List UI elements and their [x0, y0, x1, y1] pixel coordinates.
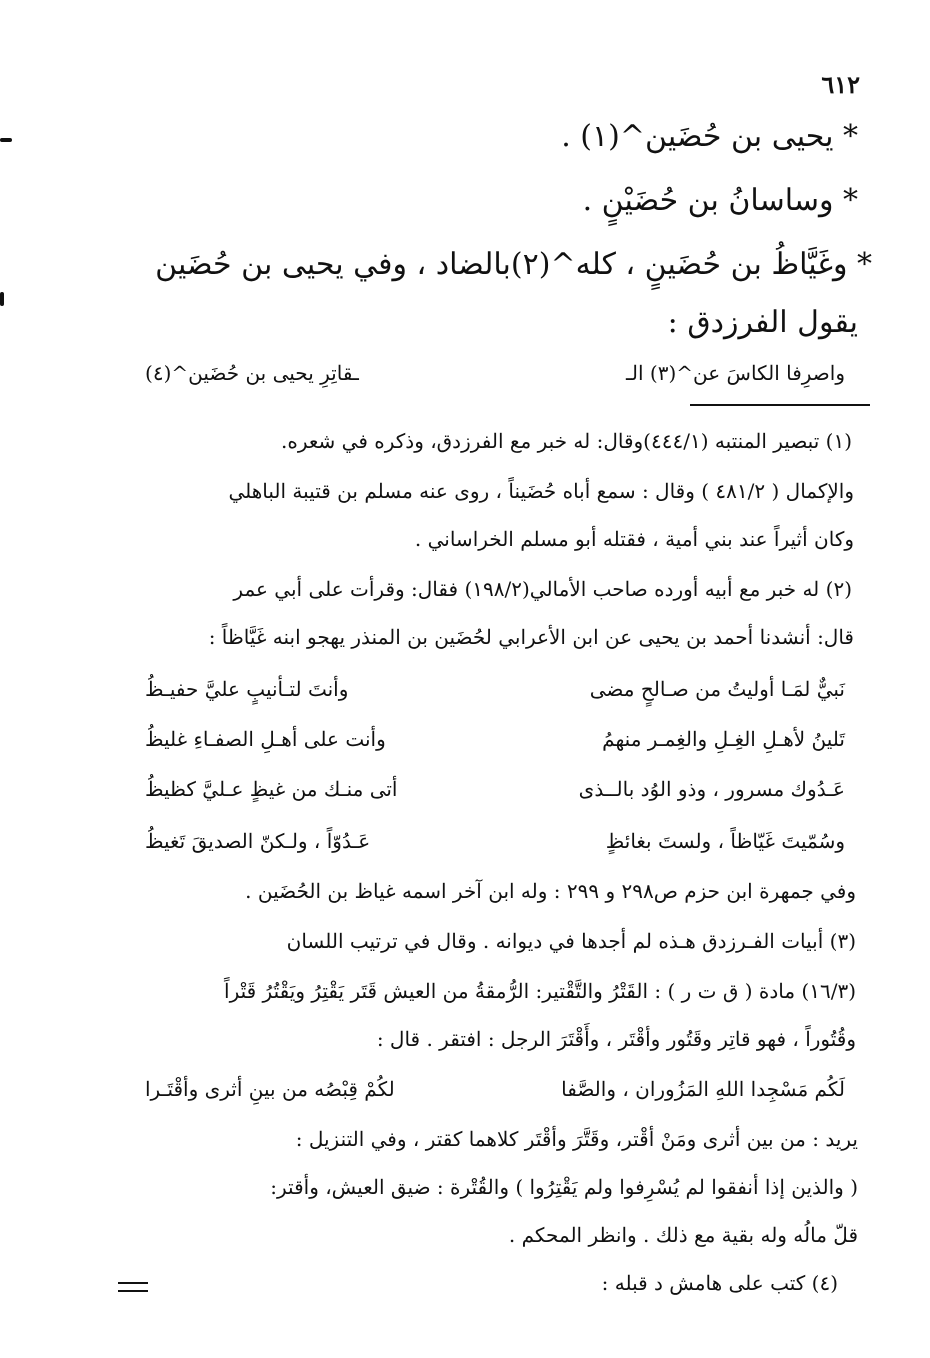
- entry-line-3: * وغَيَّاظُ بن حُضَينٍ ، كله^(٢)بالضاد ، وفي يحيى بن حُضَين: [155, 247, 872, 282]
- margin-mark-top: [0, 138, 12, 142]
- footnote-3-line-5: ( والذين إذا أنفقوا لم يُسْرِفوا ولم يَقْتِرُوا ) والقُتْرة : ضيق العيش، وأقتر:: [270, 1175, 858, 1199]
- footnote-2-line-3: وفي جمهرة ابن حزم ص٢٩٨ و ٢٩٩ : وله ابن آخر اسمه غياظ بن الحُضَين .: [245, 879, 856, 903]
- footnote-3-line-3: وقُتُوراً ، فهو قاتِر وقَتُور وأقْتَر ، وأَقْتَرَ الرجل : افتقر . قال :: [376, 1027, 856, 1051]
- margin-mark-middle: [0, 292, 4, 306]
- verse-5-right: لَكُم مَسْجِدا اللهِ المَزُوران ، والصَّفا: [561, 1077, 845, 1101]
- footnote-3-line-4: يريد : من بين أثرى ومَنْ أقْتر، وقَتَّرَ وأقْتَر كلاهما كقتر ، وفي التنزيل :: [295, 1127, 858, 1151]
- footnote-3-line-1: (٣) أبيات الفـرزدق هـذه لم أجدها في ديوانه . وقال في ترتيب اللسان: [286, 929, 856, 953]
- main-verse-right: واصرِفا الكاسَ عن^(٣) الـ: [626, 361, 845, 385]
- footnote-2-line-1: (٢) له خبر مع أبيه أورده صاحب الأمالي(١٩٨/٢) فقال: وقرأت على أبي عمر: [233, 577, 852, 601]
- page-number: ٦١٢: [821, 70, 860, 99]
- entry-line-2: * وساسانُ بن حُضَيْنٍ .: [582, 183, 858, 218]
- footnote-1-line-3: وكان أثيراً عند بني أمية ، فقتله أبو مسلم الخراساني .: [414, 527, 854, 551]
- footnote-2-line-2: قال: أنشدنا أحمد بن يحيى عن ابن الأعرابي لحُضَين بن المنذر يهجو ابنه غَيَّاظاً :: [208, 625, 854, 649]
- verse-4-right: وسُمّيتَ غَيّاظاً ، ولستَ بغائظٍ: [605, 829, 845, 853]
- main-verse-left: ـقاتِرِ يحيى بن حُضَين^(٤): [145, 361, 359, 385]
- entry-line-4: يقول الفرزدق :: [667, 305, 858, 340]
- footnote-separator: [690, 404, 870, 406]
- verse-3-left: أتى منـك من غيظٍ عـليَّ كظيظُ: [145, 777, 398, 801]
- footnote-1-line-1: (١) تبصير المنتبه (٤٤٤/١)وقال: له خبر مع الفرزدق، وذكره في شعره.: [281, 429, 852, 453]
- footnote-3-line-2: (١٦/٣) مادة ( ق ت ر ) : القَتْرُ والتَّقْتير: الرُّمقةُ من العيش قَتَر يَقْتِرُ ويَقْتُرُ قَتْراً: [224, 979, 856, 1003]
- double-rule-mark: [118, 1282, 148, 1292]
- verse-5-left: لكُمْ قِبْصُه من بينِ أثرى وأقْتَـرا: [145, 1077, 395, 1101]
- footnote-1-line-2: والإكمال ( ٤٨١/٢ ) وقال : سمع أباه حُضَيناً ، روى عنه مسلم بن قتيبة الباهلي: [228, 479, 854, 503]
- verse-2-right: تَلينُ لأهـلِ الغِـلِ والغِمـر منهمُ: [602, 727, 845, 751]
- verse-2-left: وأنت على أهـلِ الصفـاءِ غليظُ: [145, 727, 386, 751]
- verse-3-right: عَـدُوك مسرور ، وذو الوُد بالــذى: [578, 777, 845, 801]
- footnote-4-line-1: (٤) كتب على هامش د قبله :: [601, 1271, 838, 1295]
- verse-4-left: عَـدُوّاً ، ولـكنّ الصديقَ تَغيظُ: [145, 829, 371, 853]
- entry-line-1: * يحيى بن حُضَين^(١) .: [561, 119, 858, 154]
- verse-1-right: نَبيٌّ لمَـا أوليتُ من صـالحٍ مضى: [589, 677, 845, 701]
- verse-1-left: وأنتَ لتـأنيبٍ عليَّ حفيـظُ: [145, 677, 349, 701]
- footnote-3-line-6: قلّ مالُه وله بقية مع ذلك . وانظر المحكم .: [508, 1223, 858, 1247]
